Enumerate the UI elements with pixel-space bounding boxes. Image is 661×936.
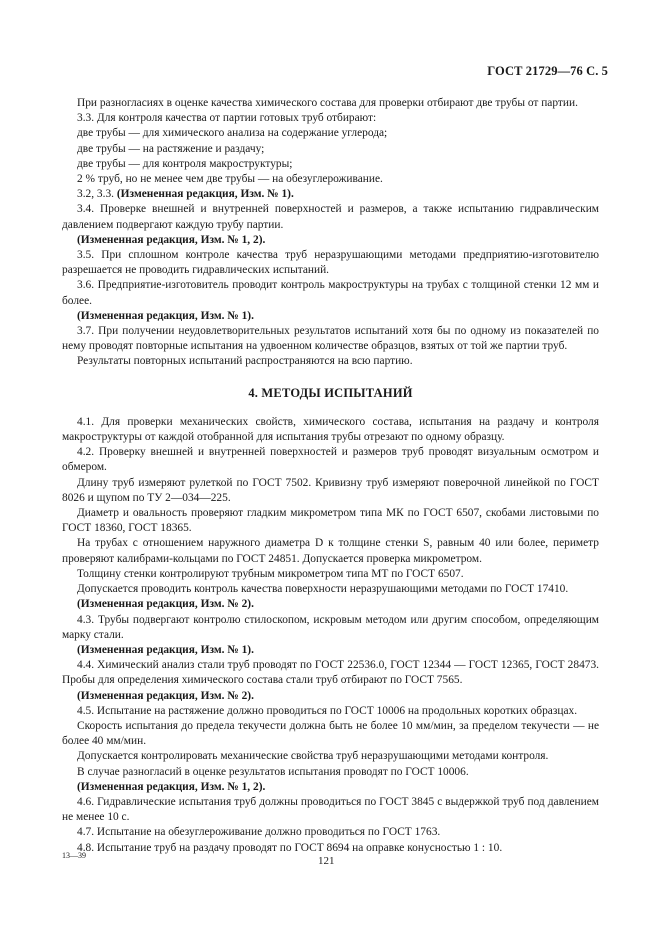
- page-header: ГОСТ 21729—76 С. 5: [487, 64, 608, 78]
- paragraph: [62, 704, 599, 719]
- paragraph: [62, 202, 599, 232]
- paragraph-text: (Измененная редакция, Изм. № 2).: [77, 598, 254, 611]
- paragraph-text: Скорость испытания до предела текучести должна быть не более 10 мм/мин, за пределом текучести — не более 40 мм/мин.: [62, 719, 599, 748]
- document-body: [62, 96, 599, 856]
- amendment-note: [62, 309, 599, 324]
- paragraph-text: 3.2, 3.3.: [77, 188, 117, 201]
- paragraph-text: (Измененная редакция, Изм. № 2).: [77, 689, 254, 702]
- paragraph: [62, 476, 599, 506]
- paragraph: [62, 157, 599, 172]
- paragraph-text: Толщину стенки контролируют трубным микрометром типа МТ по ГОСТ 6507.: [77, 567, 464, 580]
- paragraph-text: Диаметр и овальность проверяют гладким микрометром типа МК по ГОСТ 6507, скобами листовыми по ГОСТ 18360, ГОСТ 18365.: [62, 507, 599, 535]
- paragraph-text: 4.7. Испытание на обезуглероживание должно проводиться по ГОСТ 1763.: [77, 826, 441, 839]
- paragraph-text: В случае разногласий в оценке результатов испытания проводят по ГОСТ 10006.: [77, 765, 469, 778]
- paragraph-text: 4.4. Химический анализ стали труб проводят по ГОСТ 22536.0, ГОСТ 12344 — ГОСТ 12365, ГОСТ 28473. Пробы для определения химического состава стали труб отбирают по ГОСТ 7565.: [62, 659, 599, 687]
- paragraph-text: 3.3. Для контроля качества от партии готовых труб отбирают:: [77, 112, 377, 125]
- paragraph: [62, 506, 599, 536]
- paragraph: [62, 613, 599, 643]
- paragraph: [62, 278, 599, 308]
- paragraph: [62, 765, 599, 780]
- paragraph: [62, 795, 599, 825]
- paragraph-text: 4. МЕТОДЫ ИСПЫТАНИЙ: [248, 385, 413, 400]
- paragraph-text: 4.5. Испытание на растяжение должно проводиться по ГОСТ 10006 на продольных коротких образцах.: [77, 704, 578, 717]
- paragraph: [62, 111, 599, 126]
- amendment-note: [62, 597, 599, 612]
- paragraph-text: 4.8. Испытание труб на раздачу проводят по ГОСТ 8694 на оправке конусностью 1 : 10.: [77, 841, 503, 854]
- paragraph-text: (Измененная редакция, Изм. № 1, 2).: [77, 780, 266, 793]
- paragraph-text: 4.3. Трубы подвергают контролю стилоскопом, искровым методом или другим способом, определяющим марку стали.: [62, 613, 599, 641]
- paragraph: [62, 536, 599, 566]
- paragraph: [62, 187, 599, 202]
- amendment-note: [62, 780, 599, 795]
- paragraph-text: (Измененная редакция, Изм. № 1, 2).: [77, 233, 266, 246]
- paragraph-text: две трубы — для контроля макроструктуры;: [77, 157, 293, 170]
- paragraph: [62, 354, 599, 369]
- paragraph-text: Результаты повторных испытаний распространяются на всю партию.: [77, 355, 413, 368]
- amendment-note: [62, 233, 599, 248]
- paragraph: [62, 658, 599, 688]
- paragraph-text: 2 % труб, но не менее чем две трубы — на обезуглероживание.: [77, 173, 383, 186]
- amendment-note: [62, 689, 599, 704]
- paragraph: [62, 567, 599, 582]
- paragraph-text: 3.7. При получении неудовлетворительных результатов испытаний хотя бы по одному из показателей по нему проводят повторные испытания на удвоенном количестве образцов, взятых от той же партии труб.: [62, 325, 599, 353]
- paragraph-text: Допускается проводить контроль качества поверхности неразрушающими методами по ГОСТ 17410.: [77, 583, 569, 596]
- paragraph-text: 4.6. Гидравлические испытания труб должны проводиться по ГОСТ 3845 с выдержкой труб под давлением не менее 10 с.: [62, 795, 599, 824]
- paragraph-text: При разногласиях в оценке качества химического состава для проверки отбирают две трубы от партии.: [77, 97, 578, 109]
- paragraph-text: 3.6. Предприятие-изготовитель проводит контроль макроструктуры на трубах с толщиной стенки 12 мм и более.: [62, 279, 599, 307]
- paragraph: [62, 749, 599, 764]
- page-number: 121: [318, 855, 335, 867]
- paragraph-text: 4.1. Для проверки механических свойств, химического состава, испытания на раздачу и контроля макроструктуры от каждой отобранной для испытания трубы отрезают по одному образцу.: [62, 415, 599, 444]
- section-heading: [62, 386, 599, 401]
- paragraph: [62, 172, 599, 187]
- paragraph: [62, 825, 599, 840]
- paragraph: [62, 582, 599, 597]
- paragraph-text: две трубы — для химического анализа на содержание углерода;: [77, 127, 388, 140]
- paragraph: [62, 324, 599, 354]
- paragraph-text: (Измененная редакция, Изм. № 1).: [77, 309, 254, 322]
- paragraph: [62, 96, 599, 111]
- paragraph: [62, 415, 599, 445]
- footer-signature-mark: 13—39: [62, 851, 86, 860]
- paragraph-text: 3.4. Проверке внешней и внутренней поверхностей и размеров, а также испытанию гидравлическим давлением подвергают каждую трубу партии.: [62, 203, 599, 231]
- paragraph-text: Допускается контролировать механические свойства труб неразрушающими методами контроля.: [77, 750, 549, 763]
- paragraph: [62, 142, 599, 157]
- paragraph: [62, 841, 599, 856]
- paragraph-text: 4.2. Проверку внешней и внутренней поверхностей и размеров труб проводят визуальным осмотром и обмером.: [62, 446, 599, 474]
- paragraph: [62, 248, 599, 278]
- paragraph-text: две трубы — на растяжение и раздачу;: [77, 142, 265, 155]
- paragraph-text: Длину труб измеряют рулеткой по ГОСТ 7502. Кривизну труб измеряют поверочной линейкой по ГОСТ 8026 и щупом по ТУ 2—034—225.: [62, 476, 599, 504]
- paragraph: [62, 719, 599, 749]
- paragraph-text: На трубах с отношением наружного диаметра D к толщине стенки S, равным 40 или более, периметр проверяют калибрами-кольцами по ГОСТ 24851. Допускается проверка микрометром.: [62, 537, 599, 565]
- paragraph: [62, 126, 599, 141]
- amendment-note: [62, 643, 599, 658]
- amendment-note: (Измененная редакция, Изм. № 1).: [116, 188, 294, 201]
- paragraph-text: 3.5. При сплошном контроле качества труб неразрушающими методами предприятию-изготовителю разрешается не проводить гидравлических испытаний.: [62, 249, 599, 277]
- paragraph-text: (Измененная редакция, Изм. № 1).: [77, 643, 254, 656]
- paragraph: [62, 445, 599, 475]
